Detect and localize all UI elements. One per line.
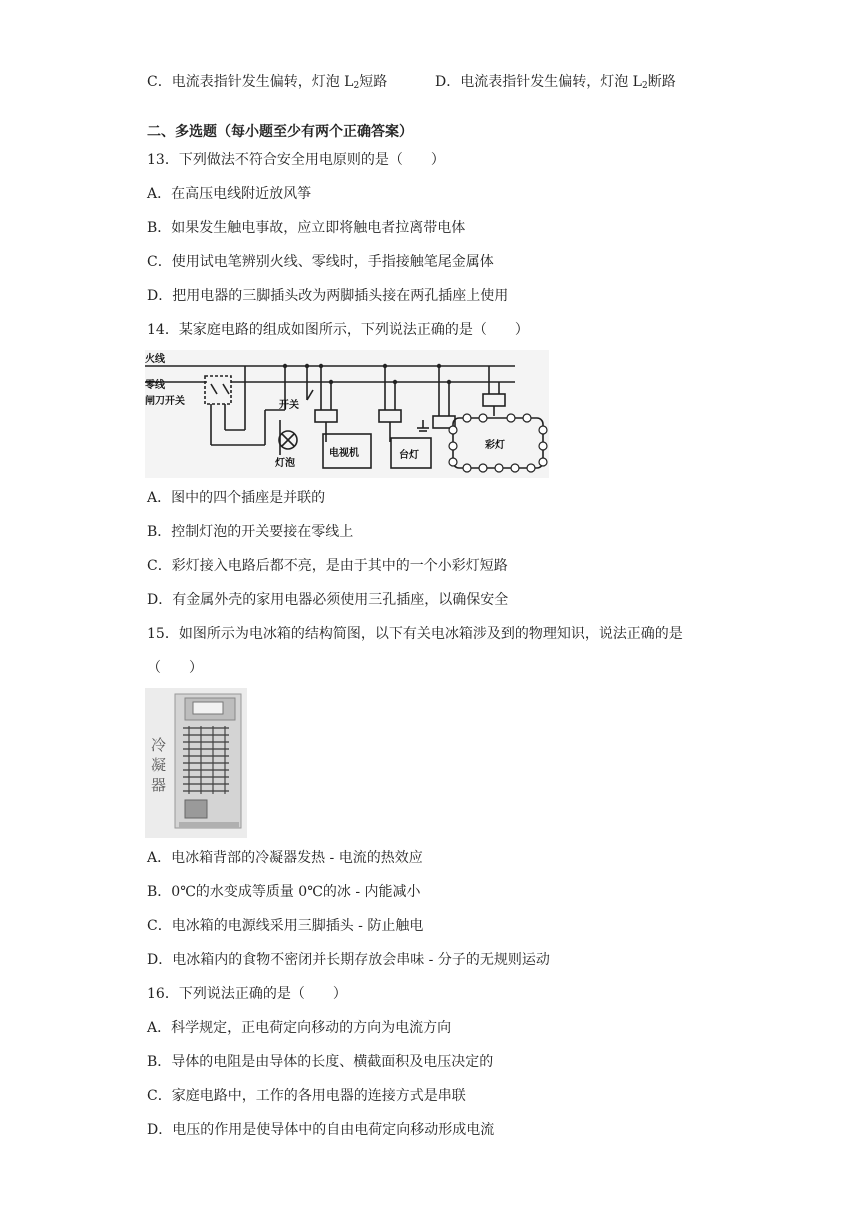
label-live: 火线 — [145, 354, 165, 365]
condenser-label-3: 器 — [151, 776, 167, 794]
q14-option-b: B．控制灯泡的开关要接在零线上 — [147, 524, 354, 540]
q13-option-b: B．如果发生触电事故，应立即将触电者拉离带电体 — [147, 220, 466, 236]
q13-option-c: C．使用试电笔辨别火线、零线时，手指接触笔尾金属体 — [147, 254, 494, 270]
prev-option-d-text: D．电流表指针发生偏转，灯泡 L — [435, 74, 642, 90]
q14-stem: 14．某家庭电路的组成如图所示，下列说法正确的是（ ） — [147, 322, 529, 338]
q14-option-d: D．有金属外壳的家用电器必须使用三孔插座，以确保安全 — [147, 592, 509, 608]
prev-option-c — [147, 72, 387, 96]
prev-option-c-suffix: 短路 — [359, 74, 388, 90]
q16-option-d: D．电压的作用是使导体中的自由电荷定向移动形成电流 — [147, 1122, 495, 1138]
q16-option-a: A．科学规定，正电荷定向移动的方向为电流方向 — [147, 1020, 452, 1036]
q13-option-d: D．把用电器的三脚插头改为两脚插头接在两孔插座上使用 — [147, 288, 509, 304]
condenser-label-2: 凝 — [151, 756, 167, 774]
q15-stem: 15．如图所示为电冰箱的结构简图，以下有关电冰箱涉及到的物理知识，说法正确的是 — [147, 626, 683, 642]
q15-option-b: B．0℃的水变成等质量 0℃的冰 - 内能减小 — [147, 884, 421, 900]
label-deco-lamp: 彩灯 — [485, 440, 505, 451]
condenser-label-1: 冷 — [151, 736, 167, 754]
label-bulb: 灯泡 — [275, 458, 295, 469]
q15-option-d: D．电冰箱内的食物不密闭并长期存放会串味 - 分子的无规则运动 — [147, 952, 550, 968]
prev-option-c-text: C．电流表指针发生偏转，灯泡 L — [147, 74, 354, 90]
household-circuit-diagram — [145, 350, 549, 478]
prev-option-d-suffix: 断路 — [647, 74, 676, 90]
q14-option-c: C．彩灯接入电路后都不亮，是由于其中的一个小彩灯短路 — [147, 558, 508, 574]
prev-option-c-sub: 2 — [353, 81, 360, 91]
refrigerator-diagram — [145, 688, 247, 838]
prev-option-d-sub: 2 — [641, 81, 648, 91]
label-desk-lamp: 台灯 — [399, 450, 419, 461]
q15-paren: （ ） — [147, 660, 203, 676]
label-switch: 开关 — [279, 400, 299, 411]
q15-option-a: A．电冰箱背部的冷凝器发热 - 电流的热效应 — [147, 850, 423, 866]
label-neutral: 零线 — [145, 380, 165, 391]
q15-option-c: C．电冰箱的电源线采用三脚插头 - 防止触电 — [147, 918, 424, 934]
q14-option-a: A．图中的四个插座是并联的 — [147, 490, 326, 506]
label-knife-switch: 闸刀开关 — [145, 396, 185, 407]
label-tv: 电视机 — [329, 448, 359, 459]
q13-option-a: A．在高压电线附近放风筝 — [147, 186, 312, 202]
q16-option-b: B．导体的电阻是由导体的长度、横截面积及电压决定的 — [147, 1054, 494, 1070]
prev-option-d — [435, 72, 676, 96]
q13-stem: 13．下列做法不符合安全用电原则的是（ ） — [147, 152, 445, 168]
section-title: 二、多选题（每小题至少有两个正确答案） — [147, 124, 413, 140]
q16-option-c: C．家庭电路中，工作的各用电器的连接方式是串联 — [147, 1088, 466, 1104]
q16-stem: 16．下列说法正确的是（ ） — [147, 986, 347, 1002]
